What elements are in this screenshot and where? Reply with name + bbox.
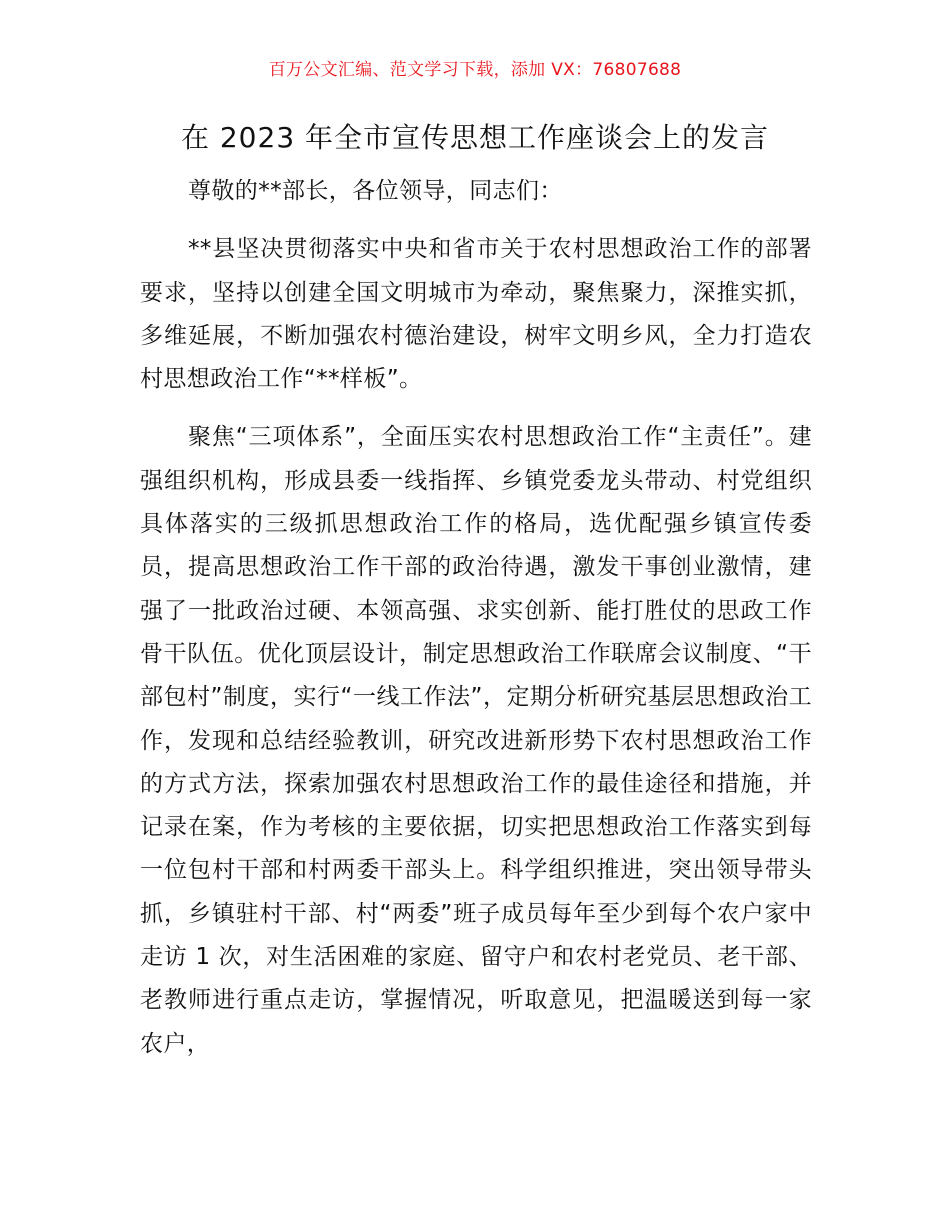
paragraph-2: 聚焦“三项体系”，全面压实农村思想政治工作“主责任”。建强组织机构，形成县委一线指挥、乡镇党委龙头带动、村党组织具体落实的三级抓思想政治工作的格局，选优配强乡镇宣传委员，提高思想政治工作干部的政治待遇，激发干事创业激情，建强了一批政治过硬、本领高强、求实创新、能打胜仗的思政工作骨干队伍。优化顶层设计，制定思想政治工作联席会议制度、“干部包村”制度，实行“一线工作法”，定期分析研究基层思想政治工作，发现和总结经验教训，研究改进新形势下农村思想政治工作的方式方法，探索加强农村思想政治工作的最佳途径和措施，并记录在案，作为考核的主要依据，切实把思想政治工作落实到每一位包村干部和村两委干部头上。科学组织推进，突出领导带头抓，乡镇驻村干部、村“两委”班子成员每年至少到每个农户家中走访 1 次，对生活困难的家庭、留守户和农村老党员、老干部、老教师进行重点走访，掌握情况，听取意见，把温暖送到每一家农户， <box>140 424 812 1057</box>
document-title: 在 2023 年全市宣传思想工作座谈会上的发言 <box>180 121 770 154</box>
document-body <box>140 170 812 1066</box>
paragraph-1: **县坚决贯彻落实中央和省市关于农村思想政治工作的部署要求，坚持以创建全国文明城市为牵动，聚焦聚力，深推实抓，多维延展，不断加强农村德治建设，树牢文明乡风，全力打造农村思想政治工作“**样板”。 <box>140 236 812 393</box>
salutation: 尊敬的**部长，各位领导，同志们： <box>188 178 563 204</box>
header-banner: 百万公文汇编、范文学习下载，添加 VX：76807688 <box>268 60 682 80</box>
